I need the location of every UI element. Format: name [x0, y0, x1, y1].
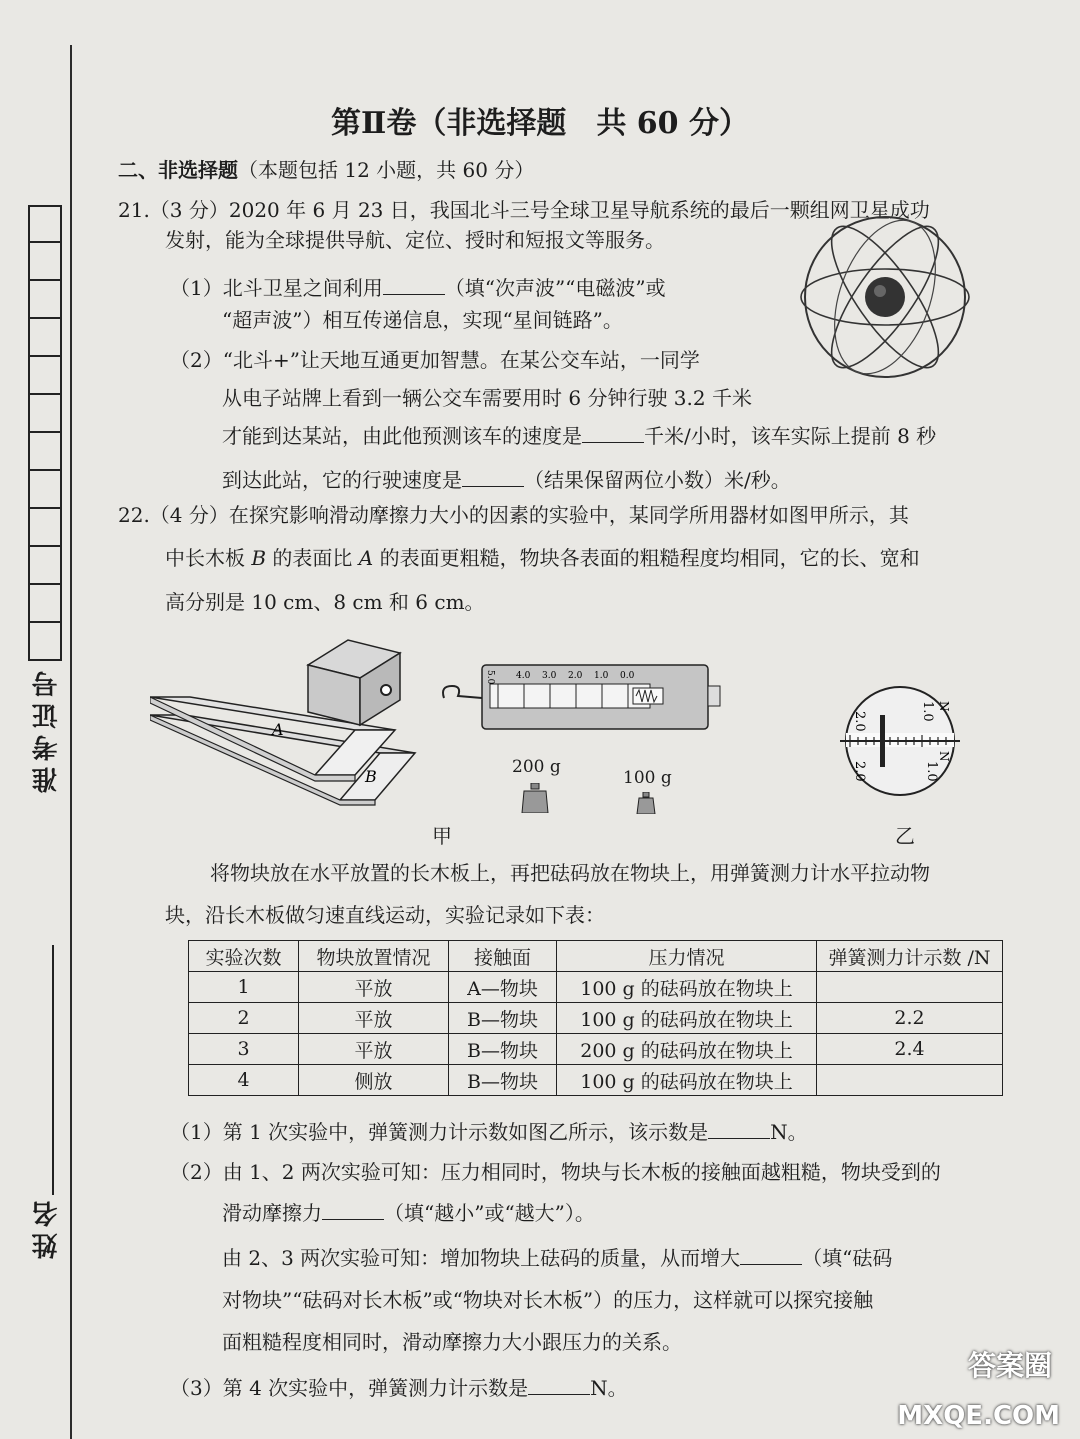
q21-part2: （2）“北斗+”让天地互通更加智慧。在某公交车站，一同学 [170, 348, 700, 372]
q21-stem: 21.（3 分）2020 年 6 月 23 日，我国北斗三号全球卫星导航系统的最后一颗组网卫星成功 [118, 198, 930, 222]
table-header: 实验次数 [189, 941, 299, 972]
q21-part1: （1）北斗卫星之间利用 （填“次声波”“电磁波”或 [170, 276, 666, 300]
answer-blank [383, 278, 445, 295]
q22-part2-l4: 对物块”“砝码对长木板”或“物块对长木板”）的压力，这样就可以探究接触 [222, 1288, 874, 1312]
scale-tick-label: 3.0 [542, 671, 557, 681]
answer-blank [462, 470, 524, 487]
answer-blank [322, 1203, 384, 1220]
table-header-row [189, 941, 1003, 972]
dial-unit: N [937, 751, 951, 762]
dial-label: 2.0 [852, 761, 867, 782]
binding-line [70, 45, 72, 1439]
id-number-boxes [28, 205, 64, 661]
boards-and-block-figure [150, 635, 420, 810]
spring-scale-figure [438, 660, 728, 735]
table-header: 物块放置情况 [299, 941, 449, 972]
name-label: 姓名 [32, 1195, 62, 1259]
scale-tick-label: 4.0 [516, 671, 531, 681]
scale-tick-label: 2.0 [568, 671, 583, 681]
table-row: 2 平放 B—物块 100 g 的砝码放在物块上 2.2 [189, 1003, 1003, 1034]
name-underline [52, 945, 54, 1195]
dial-label: 1.0 [920, 701, 935, 722]
watermark-logo: 答案圈 [967, 1349, 1052, 1382]
q21-part2-l2: 从电子站牌上看到一辆公交车需要用时 6 分钟行驶 3.2 千米 [222, 386, 752, 410]
table-header: 接触面 [449, 941, 557, 972]
answer-blank [582, 426, 644, 443]
satellite-orbit-figure [798, 210, 973, 385]
answer-blank [528, 1378, 590, 1395]
scale-tick-label: 0.0 [620, 671, 635, 681]
scale-tick-label: 1.0 [594, 671, 609, 681]
weight-200g-icon [520, 783, 550, 813]
table-row: 4 侧放 B—物块 100 g 的砝码放在物块上 [189, 1065, 1003, 1096]
q21-part2-l4: 到达此站，它的行驶速度是 （结果保留两位小数）米/秒。 [222, 468, 791, 492]
dial-unit: N [937, 701, 951, 712]
q21-part2-l3: 才能到达某站，由此他预测该车的速度是 千米/小时，该车实际上提前 8 秒 [222, 424, 937, 448]
figure-jia-label: 甲 [432, 824, 452, 848]
section-heading: 二、非选择题（本题包括 12 小题，共 60 分） [118, 158, 535, 182]
board-a-label: A [272, 720, 284, 739]
scale-tick-label: 5.0 [485, 670, 495, 685]
experiment-table [188, 940, 1003, 1096]
q22-part2: （2）由 1、2 两次实验可知：压力相同时，物块与长木板的接触面越粗糙，物块受到的 [170, 1160, 941, 1184]
answer-blank [708, 1122, 770, 1139]
q22-part3: （3）第 4 次实验中，弹簧测力计示数是 N。 [170, 1376, 628, 1400]
table-row: 1 平放 A—物块 100 g 的砝码放在物块上 [189, 972, 1003, 1003]
q21-part1-cont: “超声波”）相互传递信息，实现“星间链路”。 [222, 308, 623, 332]
weight-100-label: 100 g [623, 768, 672, 788]
q22-part2-l5: 面粗糙程度相同时，滑动摩擦力大小跟压力的关系。 [222, 1330, 682, 1354]
id-label: 准考证号 [32, 665, 62, 793]
q22-desc-line2: 块，沿长木板做匀速直线运动，实验记录如下表： [165, 903, 605, 927]
figure-yi-label: 乙 [895, 824, 915, 848]
board-b-label: B [365, 767, 377, 786]
watermark: MXQE.COM [897, 1401, 1060, 1431]
q21-stem-line2: 发射，能为全球提供导航、定位、授时和短报文等服务。 [165, 228, 665, 252]
dial-label: 1.0 [924, 761, 939, 782]
weight-200-label: 200 g [512, 757, 561, 777]
weight-100g-icon [636, 792, 656, 814]
q22-part1: （1）第 1 次实验中，弹簧测力计示数如图乙所示，该示数是 N。 [170, 1120, 808, 1144]
q22-stem: 22.（4 分）在探究影响滑动摩擦力大小的因素的实验中，某同学所用器材如图甲所示，其 [118, 503, 909, 527]
q22-stem-line3: 高分别是 10 cm、8 cm 和 6 cm。 [165, 590, 485, 614]
page-title: 第Ⅱ卷（非选择题 共 60 分） [331, 106, 749, 141]
table-row: 3 平放 B—物块 200 g 的砝码放在物块上 2.4 [189, 1034, 1003, 1065]
table-header: 弹簧测力计示数 /N [817, 941, 1003, 972]
q22-part2-l3: 由 2、3 两次实验可知：增加物块上砝码的质量，从而增大 （填“砝码 [222, 1246, 893, 1270]
q22-stem-line2: 中长木板 B 的表面比 A 的表面更粗糙，物块各表面的粗糙程度均相同，它的长、宽和 [165, 546, 920, 570]
dial-label: 2.0 [852, 711, 867, 732]
answer-blank [740, 1248, 802, 1265]
table-header: 压力情况 [557, 941, 817, 972]
q22-part2-l2: 滑动摩擦力 （填“越小”或“越大”）。 [222, 1201, 595, 1225]
q22-desc: 将物块放在水平放置的长木板上，再把砝码放在物块上，用弹簧测力计水平拉动物 [210, 861, 930, 885]
scale-reading-figure [830, 685, 970, 797]
